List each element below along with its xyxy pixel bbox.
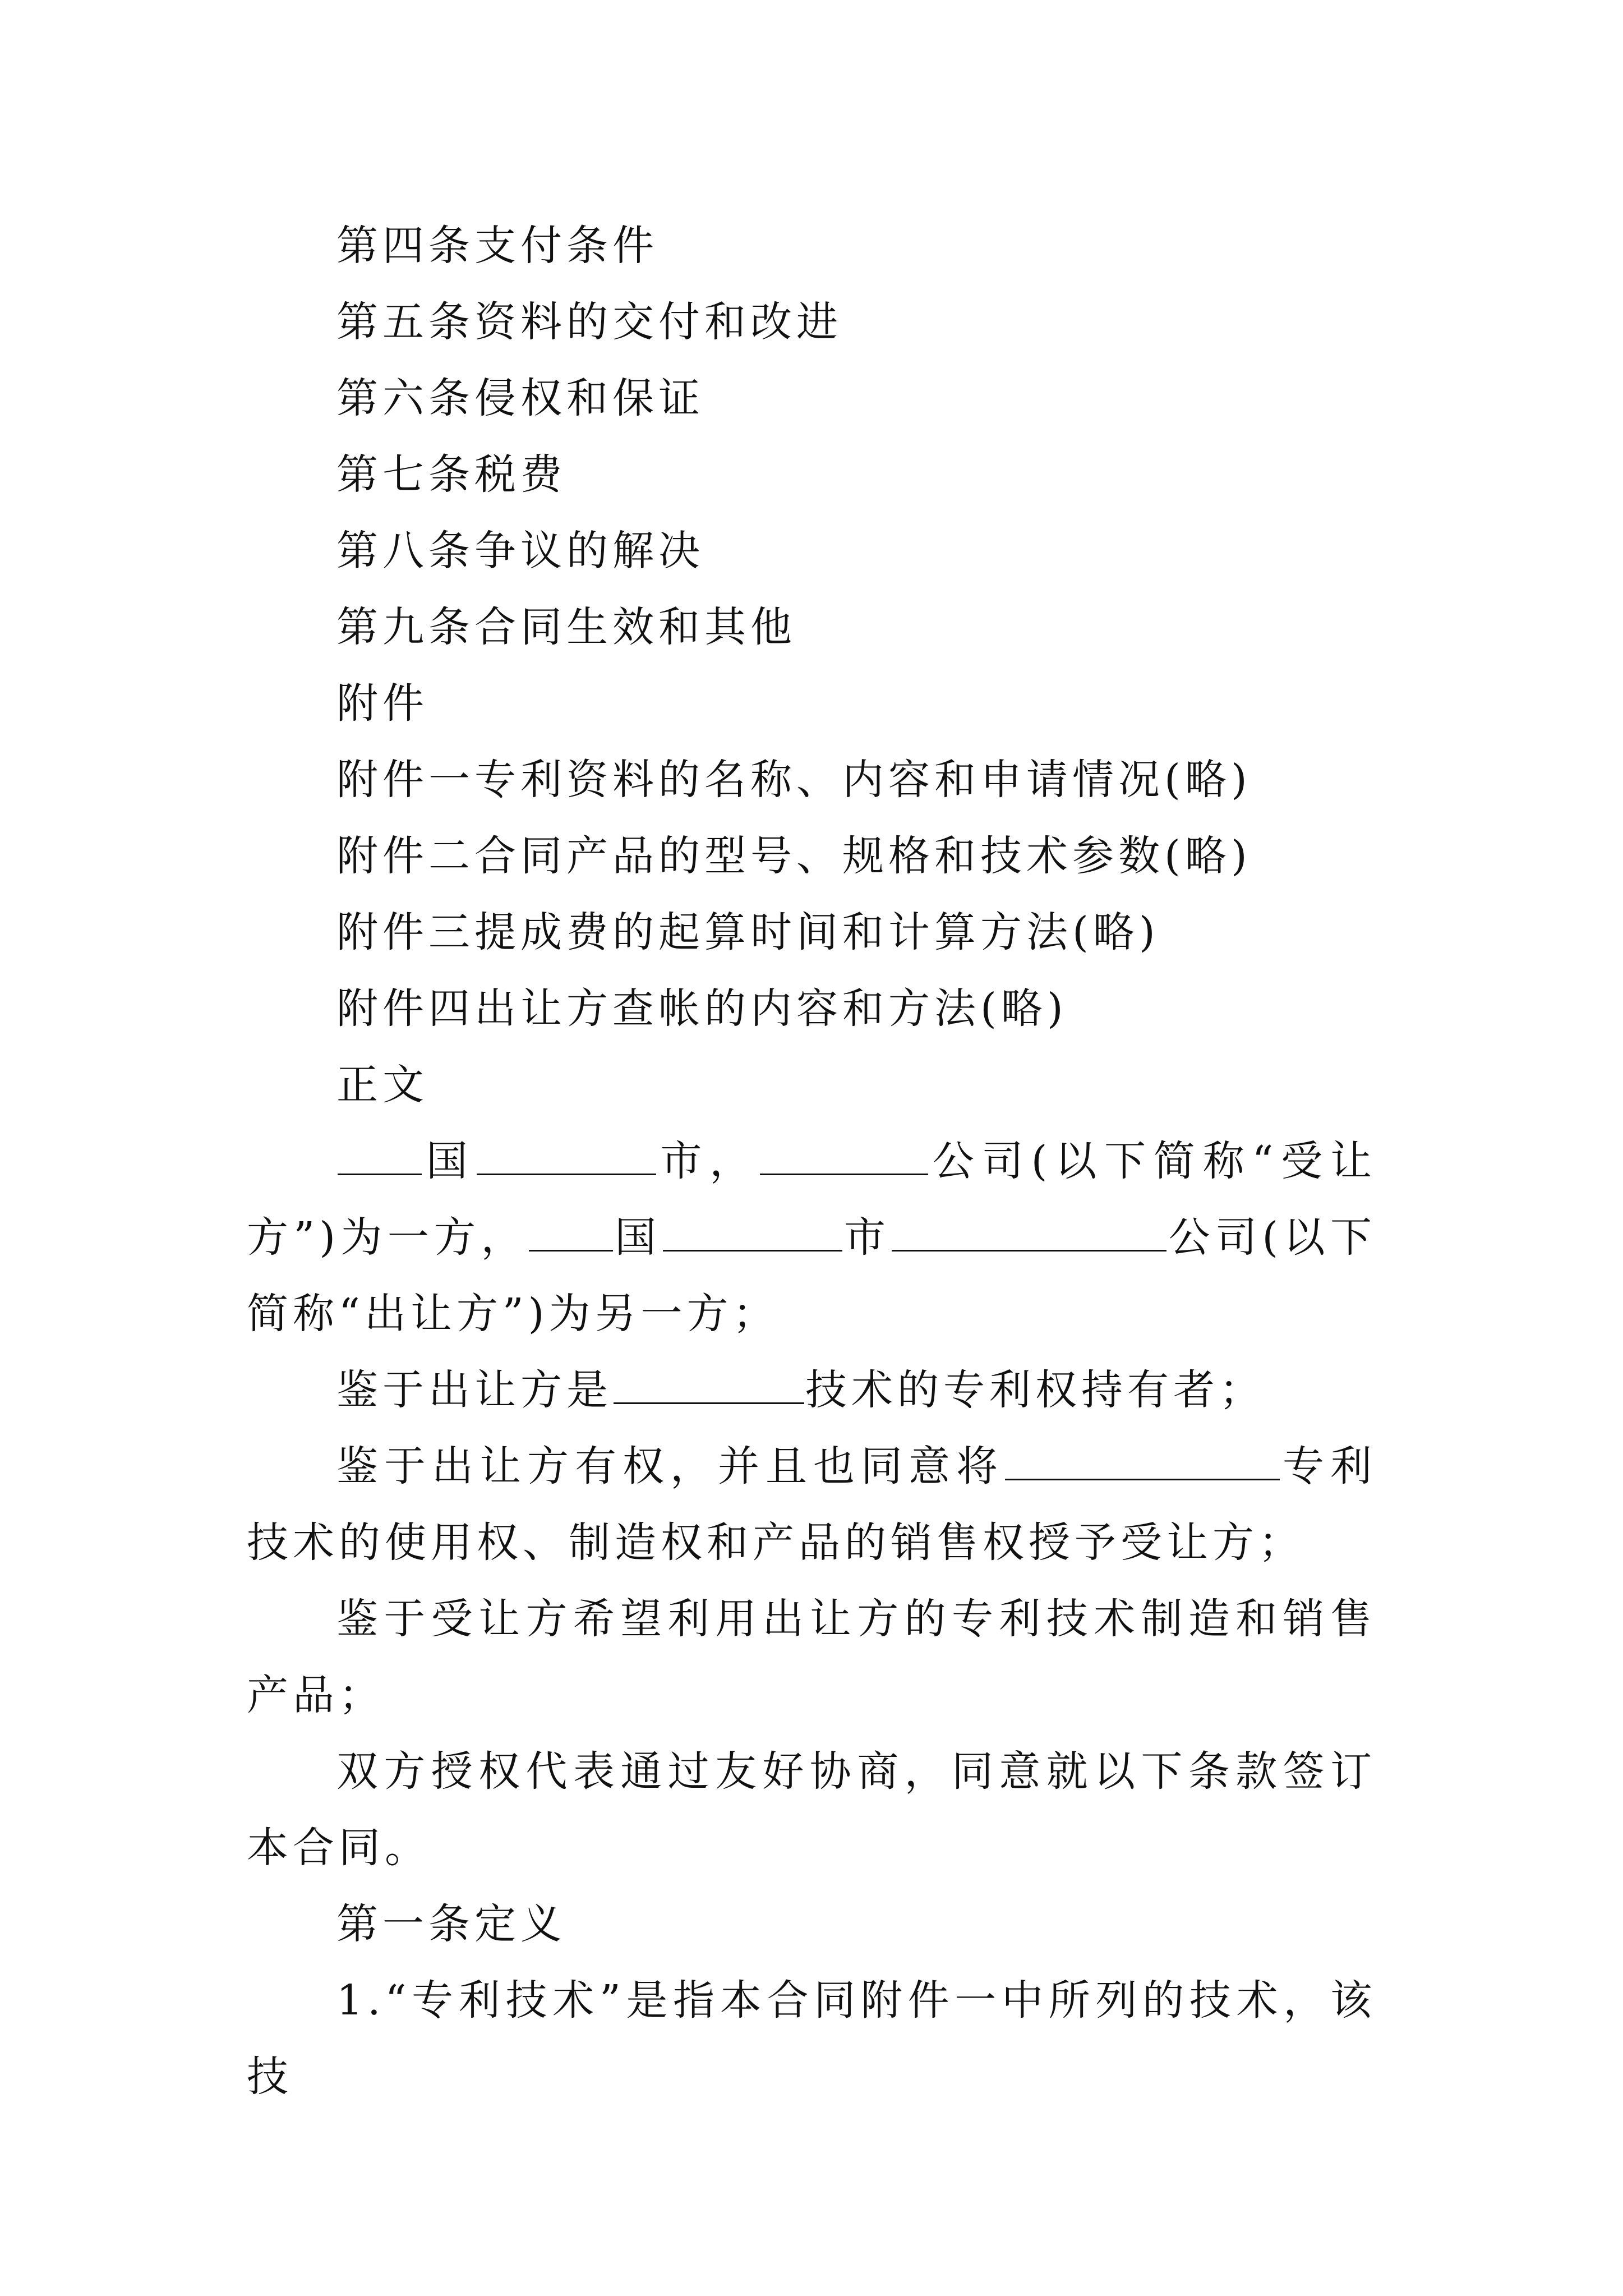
parties-text: 公司(以下简称“受让方”)为一方， <box>247 1137 1377 1262</box>
blank-field <box>477 1135 656 1175</box>
appendix-item: 附件一专利资料的名称、内容和申请情况(略) <box>336 756 1252 804</box>
appendix-item: 附件四出让方查帐的内容和方法(略) <box>336 984 1068 1033</box>
whereas-text: 鉴于出让方是 <box>336 1366 612 1414</box>
toc-item: 第八条争议的解决 <box>336 527 704 575</box>
parties-text: 市 <box>843 1213 891 1262</box>
whereas-text: 技术的专利权持有者； <box>805 1366 1265 1414</box>
appendix-heading: 附件 <box>336 679 428 728</box>
whereas-text: 专利技术的使用权、制造权和产品的销售权授予受让方； <box>247 1442 1376 1567</box>
whereas-text: 鉴于出让方有权，并且也同意将 <box>336 1442 1004 1490</box>
parties-text: 市， <box>657 1137 759 1185</box>
blank-field <box>1005 1441 1280 1480</box>
parties-text: 国 <box>423 1137 476 1185</box>
parties-text: 公司(以下简称“出让方”)为另一方； <box>247 1213 1377 1338</box>
blank-field <box>663 1212 842 1251</box>
appendix-item: 附件二合同产品的型号、规格和技术参数(略) <box>336 832 1252 880</box>
toc-item: 第九条合同生效和其他 <box>336 603 796 651</box>
article-heading: 第一条定义 <box>336 1900 566 1948</box>
document-body <box>247 208 1376 2115</box>
toc-item: 第七条税费 <box>336 450 566 499</box>
parties-text: 国 <box>614 1213 662 1262</box>
whereas-paragraph <box>247 1428 1376 1581</box>
blank-field <box>529 1212 613 1251</box>
blank-field <box>614 1364 804 1404</box>
toc-item: 第六条侵权和保证 <box>336 374 704 422</box>
whereas-paragraph: 鉴于受让方希望利用出让方的专利技术制造和销售产品； <box>247 1595 1376 1719</box>
whereas-paragraph <box>247 1352 1376 1428</box>
article-clause: 1.“专利技术”是指本合同附件一中所列的技术，该技 <box>247 1976 1376 2101</box>
agreement-paragraph: 双方授权代表通过友好协商，同意就以下条款签订本合同。 <box>247 1747 1376 1872</box>
blank-field <box>892 1212 1166 1251</box>
parties-paragraph <box>247 1123 1376 1352</box>
toc-item: 第五条资料的交付和改进 <box>336 298 842 346</box>
body-heading: 正文 <box>336 1061 428 1109</box>
appendix-item: 附件三提成费的起算时间和计算方法(略) <box>336 908 1160 956</box>
blank-field <box>338 1135 422 1175</box>
blank-field <box>760 1135 928 1175</box>
toc-item: 第四条支付条件 <box>336 222 658 270</box>
